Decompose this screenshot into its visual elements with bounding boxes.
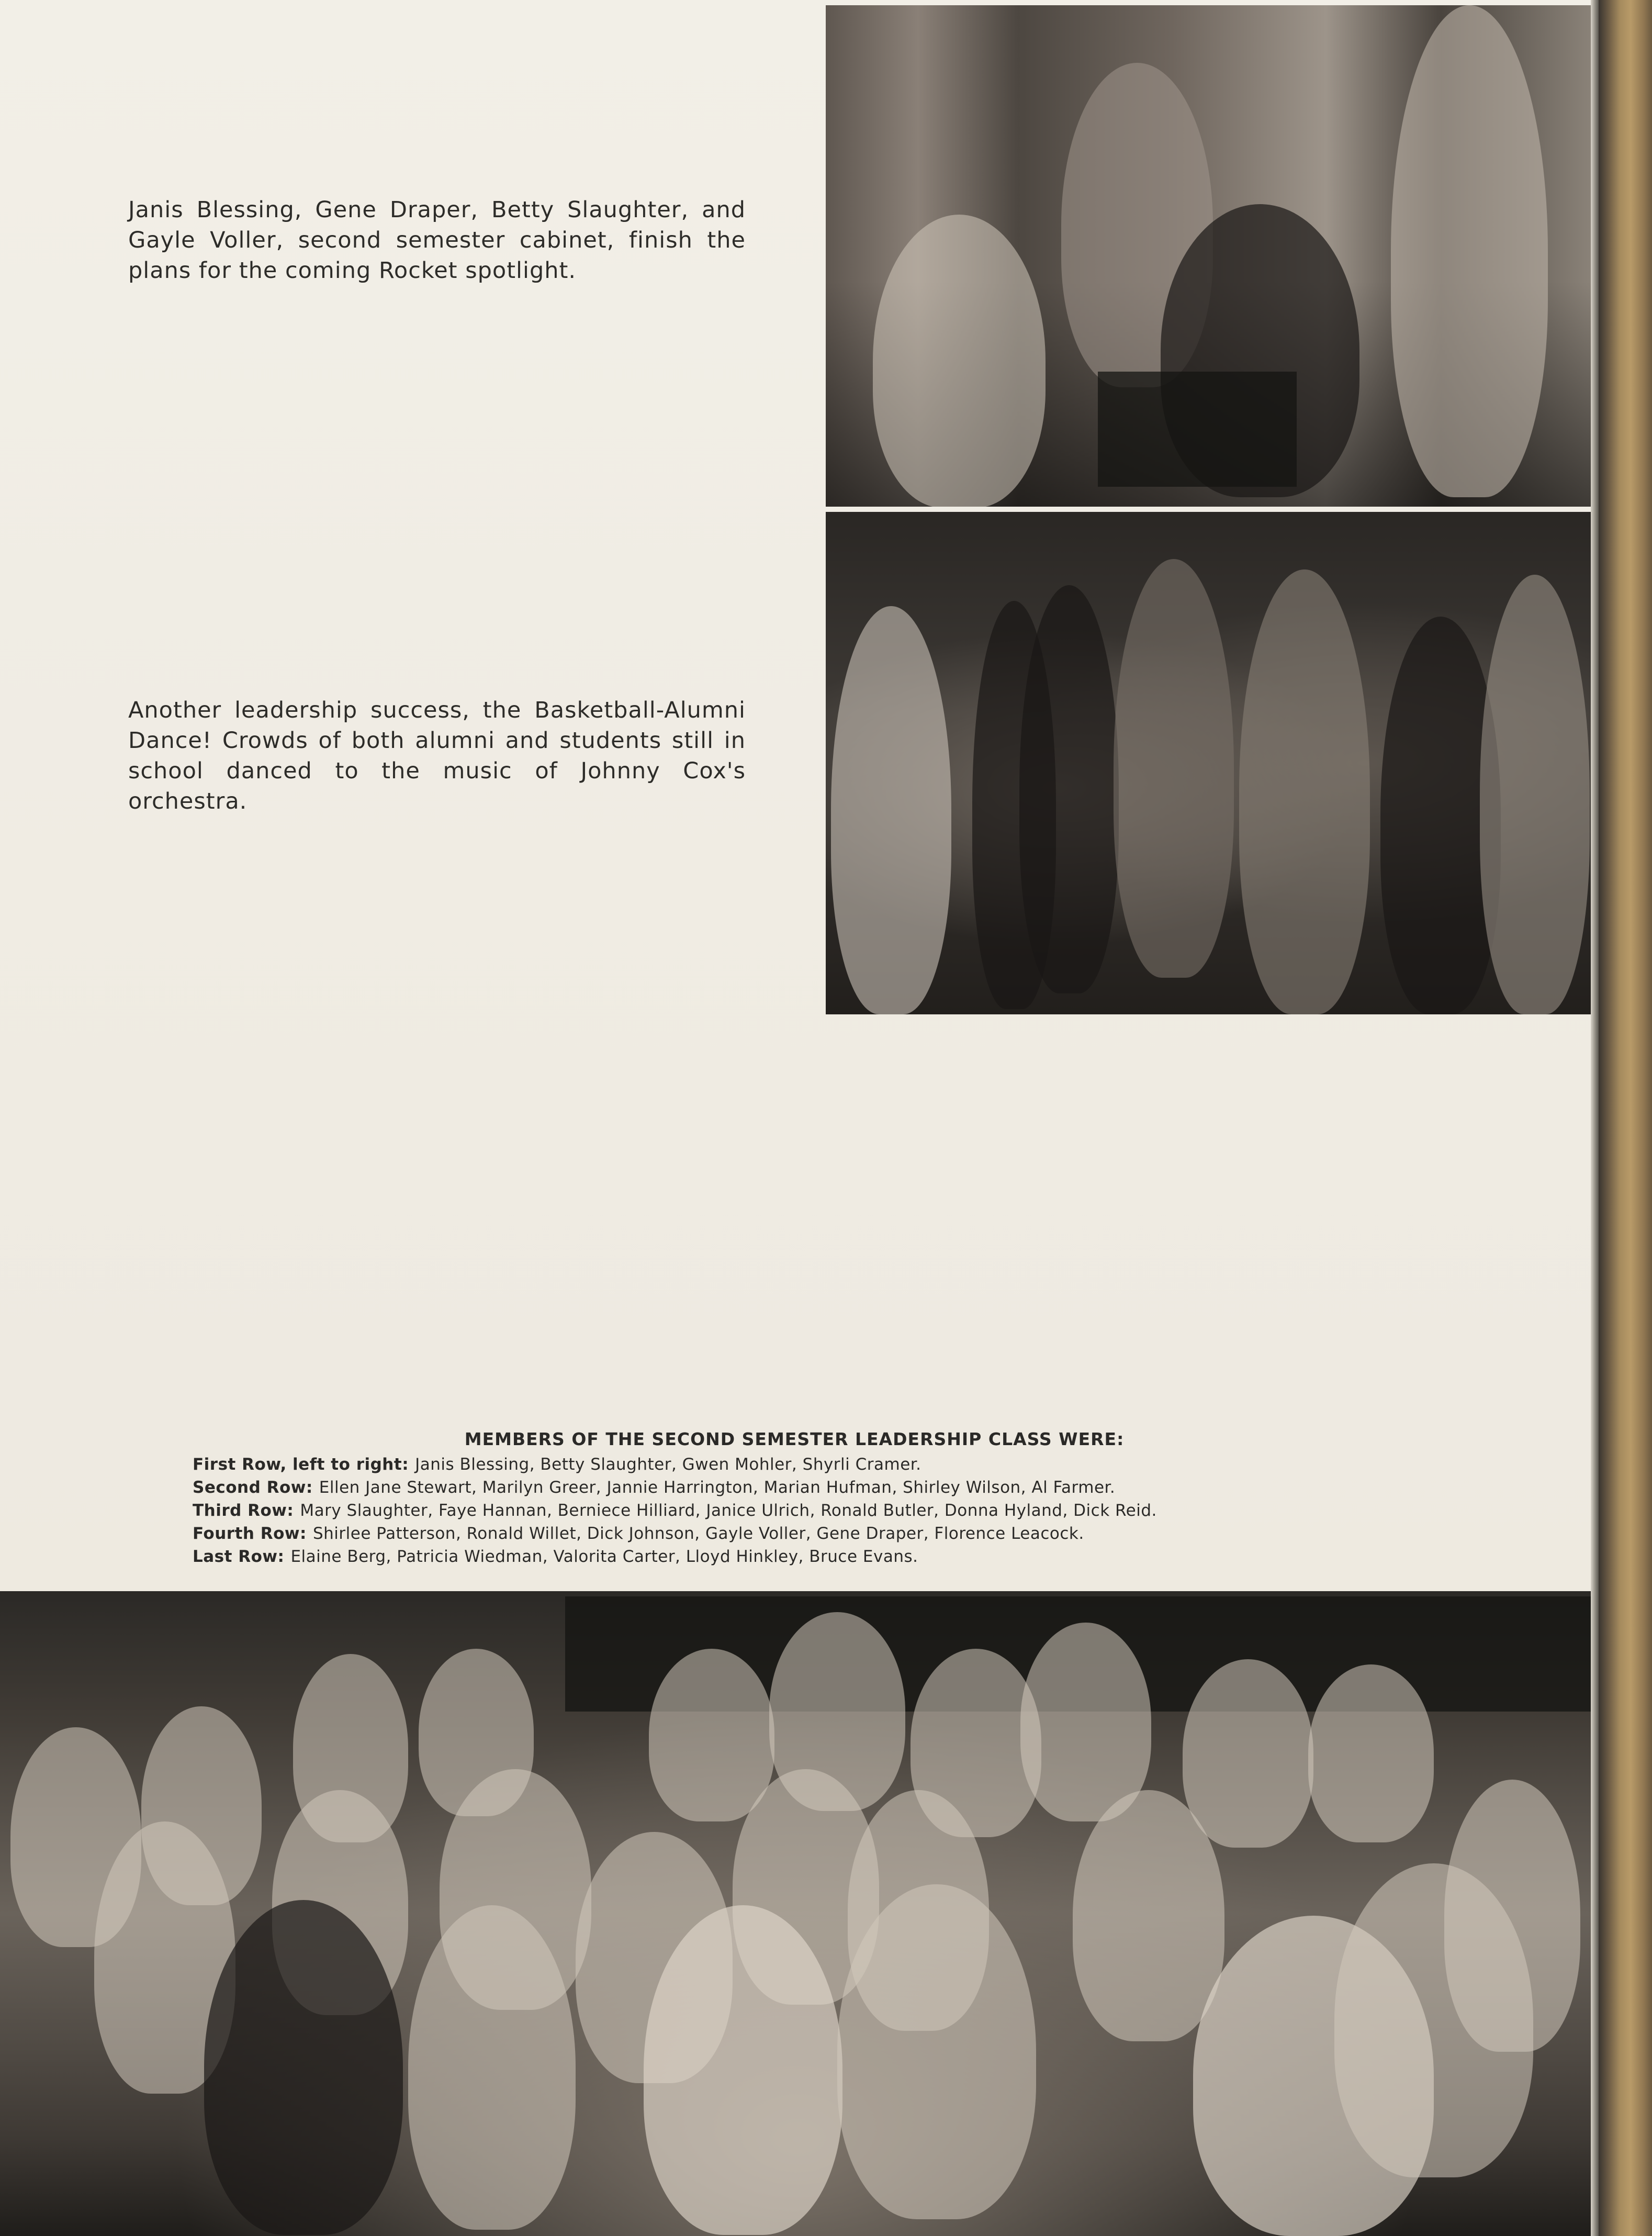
row-label: First Row, left to right: [193, 1455, 409, 1474]
cabinet-photo [826, 5, 1595, 507]
leadership-class-photo [0, 1591, 1595, 2236]
book-spine [1599, 0, 1652, 2236]
row-names: Ellen Jane Stewart, Marilyn Greer, Jannie Harrington, Marian Hufman, Shirley Wilson, Al Farmer. [319, 1478, 1116, 1497]
members-row-second [193, 1476, 1396, 1499]
row-label: Fourth Row: [193, 1524, 307, 1543]
row-label: Third Row: [193, 1501, 294, 1520]
members-list [193, 1428, 1396, 1568]
row-names: Mary Slaughter, Faye Hannan, Berniece Hilliard, Janice Ulrich, Ronald Butler, Donna Hyland, Dick Reid. [300, 1501, 1157, 1520]
members-row-fourth [193, 1522, 1396, 1545]
dance-photo [826, 512, 1595, 1014]
members-row-last [193, 1545, 1396, 1568]
members-title: MEMBERS OF THE SECOND SEMESTER LEADERSHIP CLASS WERE: [464, 1429, 1125, 1449]
row-label: Last Row: [193, 1547, 285, 1566]
row-names: Janis Blessing, Betty Slaughter, Gwen Mohler, Shyrli Cramer. [415, 1455, 921, 1474]
cabinet-caption: Janis Blessing, Gene Draper, Betty Slaughter, and Gayle Voller, second semester cabinet, finish the plans for the coming Rocket spotlight. [128, 197, 746, 284]
row-names: Shirlee Patterson, Ronald Willet, Dick Johnson, Gayle Voller, Gene Draper, Florence Leacock. [312, 1524, 1084, 1543]
row-label: Second Row: [193, 1478, 313, 1497]
members-row-first [193, 1453, 1396, 1476]
dance-caption: Another leadership success, the Basketball-Alumni Dance! Crowds of both alumni and students still in school danced to the music of Johnny Cox's orchestra. [128, 697, 746, 814]
members-row-third [193, 1499, 1396, 1522]
row-names: Elaine Berg, Patricia Wiedman, Valorita Carter, Lloyd Hinkley, Bruce Evans. [290, 1547, 918, 1566]
